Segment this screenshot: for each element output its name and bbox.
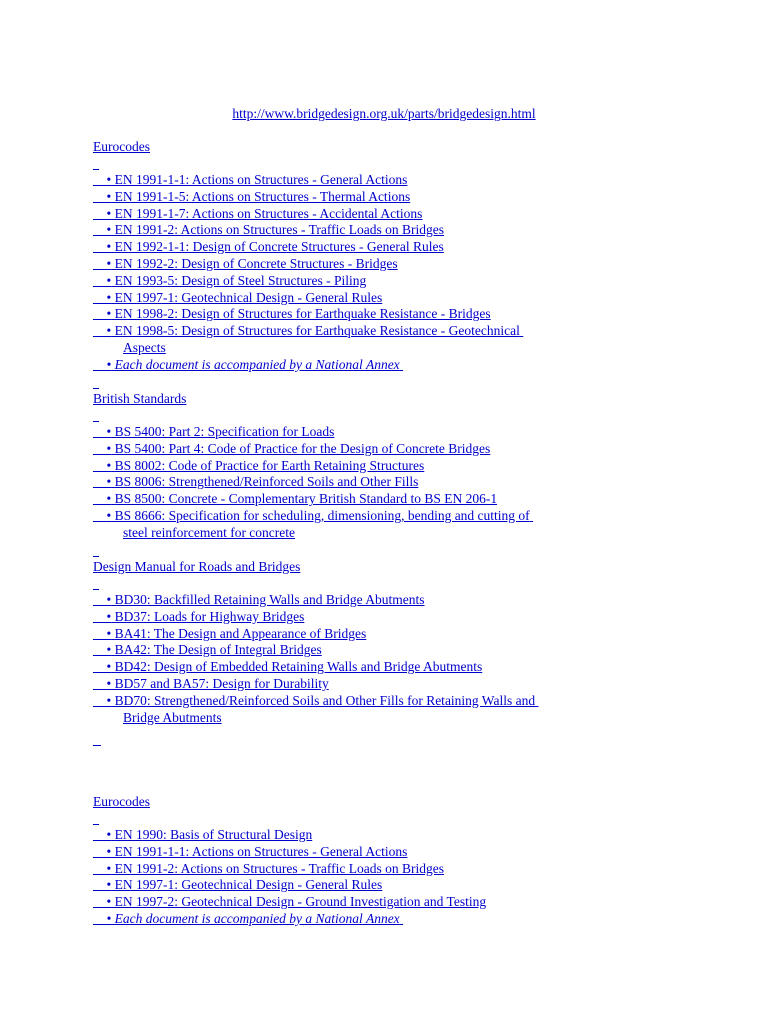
bullet-icon: •: [106, 625, 112, 641]
bullet-icon: •: [106, 255, 112, 271]
list-item[interactable]: • BD37: Loads for Highway Bridges: [106, 608, 305, 624]
bullet-icon: •: [106, 172, 112, 187]
spacer-link: [93, 407, 673, 424]
bullet-icon: •: [106, 239, 112, 255]
list-item[interactable]: • BD30: Backfilled Retaining Walls and Bridge Abutments: [106, 592, 425, 607]
bullet-icon: •: [106, 424, 112, 439]
list-item[interactable]: • EN 1992-2: Design of Concrete Structures - Bridges: [106, 255, 398, 271]
list-item[interactable]: • EN 1991-1-1: Actions on Structures - General Actions: [106, 172, 408, 187]
spacer-link: [93, 374, 673, 391]
spacer-link: [93, 155, 673, 172]
list-item[interactable]: • BA42: The Design of Integral Bridges: [106, 642, 322, 658]
list-item[interactable]: • EN 1991-2: Actions on Structures - Traffic Loads on Bridges: [106, 860, 444, 876]
list-item[interactable]: • EN 1991-1-7: Actions on Structures - Accidental Actions: [106, 205, 423, 221]
list-item-wrapped[interactable]: • BD70: Strengthened/Reinforced Soils and Other Fills for Retaining Walls and Bridge Abutments: [106, 692, 536, 725]
item-list: [93, 424, 673, 542]
bullet-icon: •: [106, 457, 112, 473]
bullet-icon: •: [106, 877, 112, 893]
bullet-icon: •: [106, 440, 112, 456]
list-item[interactable]: • EN 1997-1: Geotechnical Design - General Rules: [106, 877, 383, 893]
item-list: [93, 827, 673, 928]
list-item[interactable]: • BD57 and BA57: Design for Durability: [106, 675, 329, 691]
list-item[interactable]: • BS 5400: Part 4: Code of Practice for the Design of Concrete Bridges: [106, 440, 491, 456]
bullet-icon: •: [106, 608, 112, 624]
bullet-icon: •: [106, 474, 112, 490]
bullet-icon: •: [106, 272, 112, 288]
bullet-icon: •: [106, 356, 112, 372]
section-heading[interactable]: Eurocodes: [93, 794, 150, 809]
bullet-icon: •: [106, 507, 112, 523]
bullet-icon: •: [106, 675, 112, 691]
list-item-wrapped[interactable]: • EN 1998-5: Design of Structures for Earthquake Resistance - Geotechnical Aspects: [106, 323, 520, 355]
item-list: [93, 172, 673, 374]
bullet-icon: •: [106, 491, 112, 507]
spacer-link: [93, 810, 673, 827]
bullet-icon: •: [106, 205, 112, 221]
list-item[interactable]: • EN 1990: Basis of Structural Design: [106, 827, 313, 842]
section-eurocodes: [93, 138, 673, 391]
bullet-icon: •: [106, 860, 112, 876]
national-annex-note[interactable]: • Each document is accompanied by a National Annex: [106, 356, 400, 372]
list-item[interactable]: • EN 1991-1-1: Actions on Structures - General Actions: [106, 843, 408, 859]
list-item[interactable]: • BS 8500: Concrete - Complementary British Standard to BS EN 206-1: [106, 491, 498, 507]
item-list: [93, 592, 673, 726]
bullet-icon: •: [106, 843, 112, 859]
trailing-link-mark: [93, 733, 101, 746]
list-item[interactable]: • BS 8002: Code of Practice for Earth Retaining Structures: [106, 457, 425, 473]
bullet-icon: •: [106, 642, 112, 658]
list-item[interactable]: • BD42: Design of Embedded Retaining Walls and Bridge Abutments: [106, 659, 483, 675]
list-item[interactable]: • BS 5400: Part 2: Specification for Loads: [106, 424, 335, 439]
list-item[interactable]: • EN 1997-2: Geotechnical Design - Ground Investigation and Testing: [106, 894, 487, 910]
list-item-wrapped[interactable]: • BS 8666: Specification for scheduling, dimensioning, bending and cutting of steel reinforcement for concrete: [106, 507, 530, 540]
section-british-standards: [93, 390, 673, 559]
spacer-link: [93, 575, 673, 592]
list-item[interactable]: • BS 8006: Strengthened/Reinforced Soils and Other Fills: [106, 474, 419, 490]
list-item[interactable]: • EN 1997-1: Geotechnical Design - General Rules: [106, 289, 383, 305]
bullet-icon: •: [106, 323, 112, 339]
list-item[interactable]: • EN 1993-5: Design of Steel Structures - Piling: [106, 272, 367, 288]
spacer-link: [93, 542, 673, 559]
list-item[interactable]: • BA41: The Design and Appearance of Bridges: [106, 625, 367, 641]
bullet-icon: •: [106, 894, 112, 910]
list-item[interactable]: • EN 1991-2: Actions on Structures - Traffic Loads on Bridges: [106, 222, 444, 238]
section-heading[interactable]: British Standards: [93, 391, 187, 406]
section-heading[interactable]: Design Manual for Roads and Bridges: [93, 559, 301, 574]
list-item[interactable]: • EN 1991-1-5: Actions on Structures - Thermal Actions: [106, 188, 411, 204]
bullet-icon: •: [106, 188, 112, 204]
list-item[interactable]: • EN 1998-2: Design of Structures for Earthquake Resistance - Bridges: [106, 306, 491, 322]
source-url-link[interactable]: http://www.bridgedesign.org.uk/parts/bridgedesign.html: [232, 106, 536, 121]
bullet-icon: •: [106, 692, 112, 708]
bullet-icon: •: [106, 222, 112, 238]
bullet-icon: •: [106, 289, 112, 305]
bullet-icon: •: [106, 306, 112, 322]
bullet-icon: •: [106, 659, 112, 675]
bullet-icon: •: [106, 910, 112, 926]
list-item[interactable]: • EN 1992-1-1: Design of Concrete Structures - General Rules: [106, 239, 444, 255]
section-eurocodes-2: [93, 793, 673, 928]
section-heading[interactable]: Eurocodes: [93, 139, 150, 154]
national-annex-note[interactable]: • Each document is accompanied by a National Annex: [106, 910, 400, 926]
bullet-icon: •: [106, 592, 112, 607]
section-dmrb: [93, 558, 673, 726]
bullet-icon: •: [106, 827, 112, 842]
